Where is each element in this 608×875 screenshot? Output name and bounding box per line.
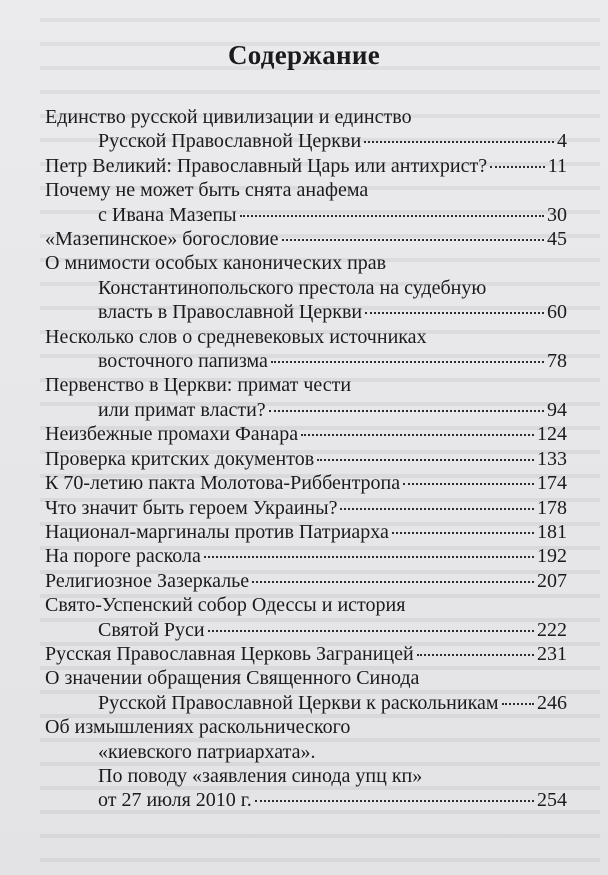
toc-entry-title: с Ивана Мазепы — [98, 203, 237, 226]
toc-line — [45, 618, 567, 642]
toc-line — [45, 129, 567, 153]
toc-page-number: 192 — [537, 545, 567, 568]
toc-entry — [45, 642, 567, 666]
toc-entry-title: Несколько слов о средневековых источниках — [45, 325, 427, 348]
toc-entry-title: или примат власти? — [98, 398, 266, 421]
toc-page-number: 174 — [537, 472, 567, 495]
toc-page-number: 254 — [537, 789, 567, 812]
toc-dot-leader — [403, 483, 534, 485]
toc-entry-title: О значении обращения Священного Синода — [45, 667, 420, 690]
toc-entry-title: Свято-Успенский собор Одессы и история — [45, 594, 406, 617]
table-of-contents — [45, 105, 567, 813]
toc-entry-title: «Мазепинское» богословие — [45, 228, 279, 251]
toc-line — [45, 447, 567, 471]
toc-entry-title: Петр Великий: Православный Царь или антихрист? — [45, 154, 488, 177]
toc-line — [45, 666, 567, 690]
toc-dot-leader — [240, 215, 544, 217]
toc-entry-title: Первенство в Церкви: примат чести — [45, 374, 352, 397]
toc-entry — [45, 544, 567, 568]
toc-entry — [45, 666, 567, 715]
toc-dot-leader — [392, 532, 534, 534]
toc-entry-title: восточного папизма — [98, 350, 268, 373]
toc-dot-leader — [204, 556, 534, 558]
toc-line — [45, 593, 567, 617]
toc-dot-leader — [301, 434, 534, 436]
toc-line — [45, 203, 567, 227]
toc-entry-title: Проверка критских документов — [45, 447, 315, 470]
toc-page-number: 45 — [547, 228, 567, 251]
toc-entry — [45, 715, 567, 813]
toc-entry-title: от 27 июля 2010 г. — [98, 789, 252, 812]
toc-line — [45, 251, 567, 275]
toc-line — [45, 691, 567, 715]
toc-entry-title: Религиозное Зазеркалье — [45, 569, 250, 592]
toc-entry-title: Русская Православная Церковь Заграницей — [45, 642, 414, 665]
toc-line — [45, 642, 567, 666]
toc-entry-title: Почему не может быть снята анафема — [45, 179, 369, 202]
toc-entry-title: Национал-маргиналы против Патриарха — [45, 520, 389, 543]
toc-dot-leader — [502, 703, 534, 705]
toc-line — [45, 788, 567, 812]
toc-line — [45, 349, 567, 373]
toc-entry — [45, 569, 567, 593]
toc-page-number: 246 — [537, 691, 567, 714]
toc-dot-leader — [208, 630, 534, 632]
toc-page-number: 4 — [557, 130, 567, 153]
page-title: Содержание — [227, 40, 381, 70]
toc-line — [45, 398, 567, 422]
toc-dot-leader — [255, 800, 534, 802]
toc-entry — [45, 447, 567, 471]
toc-entry-title: власть в Православной Церкви — [98, 301, 363, 324]
toc-line — [45, 520, 567, 544]
toc-entry — [45, 178, 567, 227]
toc-entry-title: О мнимости особых канонических прав — [45, 252, 387, 275]
toc-line — [45, 105, 567, 129]
toc-dot-leader — [417, 654, 534, 656]
toc-page-number: 178 — [537, 496, 567, 519]
toc-entry — [45, 105, 567, 154]
toc-line — [45, 325, 567, 349]
toc-dot-leader — [271, 361, 544, 363]
toc-dot-leader — [252, 581, 534, 583]
toc-entry-title: Русской Православной Церкви — [98, 130, 362, 153]
toc-page-number: 207 — [537, 569, 567, 592]
toc-page-number: 231 — [537, 642, 567, 665]
toc-line — [45, 373, 567, 397]
toc-dot-leader — [269, 410, 544, 412]
toc-line — [45, 496, 567, 520]
toc-entry — [45, 593, 567, 642]
toc-entry-title: Святой Руси — [98, 618, 205, 641]
toc-page-number: 94 — [547, 398, 567, 421]
toc-line — [45, 715, 567, 739]
toc-dot-leader — [364, 141, 554, 143]
toc-line — [45, 544, 567, 568]
toc-entry-title: Русской Православной Церкви к раскольникам — [98, 691, 499, 714]
toc-entry-title: Константинопольского престола на судебную — [98, 276, 487, 299]
toc-entry — [45, 325, 567, 374]
toc-line — [45, 276, 567, 300]
toc-page-number: 181 — [537, 520, 567, 543]
toc-entry-title: «киевского патриархата». — [98, 740, 316, 763]
toc-page-number: 78 — [547, 350, 567, 373]
toc-page-number: 60 — [547, 301, 567, 324]
toc-page-number: 124 — [537, 423, 567, 446]
toc-dot-leader — [340, 508, 534, 510]
toc-line — [45, 154, 567, 178]
toc-line — [45, 178, 567, 202]
toc-entry-title: Единство русской цивилизации и единство — [45, 106, 412, 128]
toc-entry — [45, 154, 567, 178]
toc-line — [45, 422, 567, 446]
toc-entry-title: По поводу «заявления синода упц кп» — [98, 764, 423, 787]
toc-entry — [45, 520, 567, 544]
toc-page-number: 11 — [547, 154, 567, 177]
toc-entry-title: Об измышлениях раскольнического — [45, 716, 351, 739]
toc-line — [45, 227, 567, 251]
toc-line — [45, 300, 567, 324]
toc-entry-title: Что значит быть героем Украины? — [45, 496, 338, 519]
toc-page-number: 30 — [547, 203, 567, 226]
toc-dot-leader — [282, 239, 544, 241]
toc-entry-title: На пороге раскола — [45, 545, 201, 568]
toc-entry — [45, 496, 567, 520]
toc-entry — [45, 227, 567, 251]
toc-page-number: 222 — [537, 618, 567, 641]
toc-dot-leader — [317, 459, 534, 461]
toc-page-number: 133 — [537, 447, 567, 470]
toc-line — [45, 740, 567, 764]
toc-line — [45, 764, 567, 788]
toc-line — [45, 471, 567, 495]
toc-entry — [45, 471, 567, 495]
toc-entry — [45, 251, 567, 324]
toc-entry — [45, 422, 567, 446]
toc-entry-title: Неизбежные промахи Фанара — [45, 423, 299, 446]
toc-entry-title: К 70-летию пакта Молотова-Риббентропа — [45, 472, 401, 495]
toc-entry — [45, 373, 567, 422]
toc-dot-leader — [365, 312, 544, 314]
toc-dot-leader — [490, 166, 545, 168]
toc-line — [45, 569, 567, 593]
